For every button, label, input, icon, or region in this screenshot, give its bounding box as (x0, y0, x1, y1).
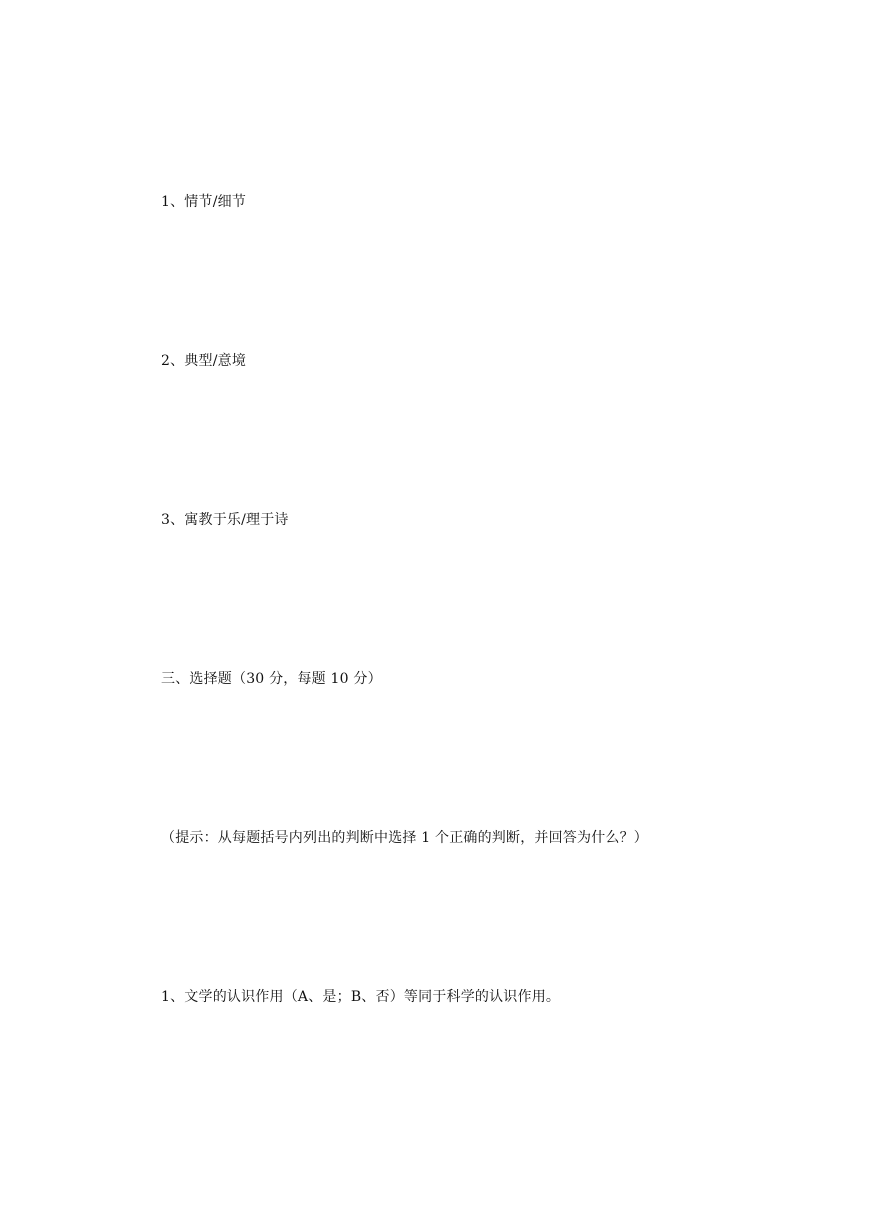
question-item-1: 1、文学的认识作用（A、是；B、否）等同于科学的认识作用。 (161, 989, 561, 1005)
term-item-1: 1、情节/细节 (161, 194, 247, 210)
term-item-2: 2、典型/意境 (161, 353, 247, 369)
instruction-note: （提示：从每题括号内列出的判断中选择 1 个正确的判断，并回答为什么？） (161, 830, 649, 846)
section-heading: 三、选择题（30 分，每题 10 分） (161, 671, 382, 687)
term-item-3: 3、寓教于乐/理于诗 (161, 512, 289, 528)
